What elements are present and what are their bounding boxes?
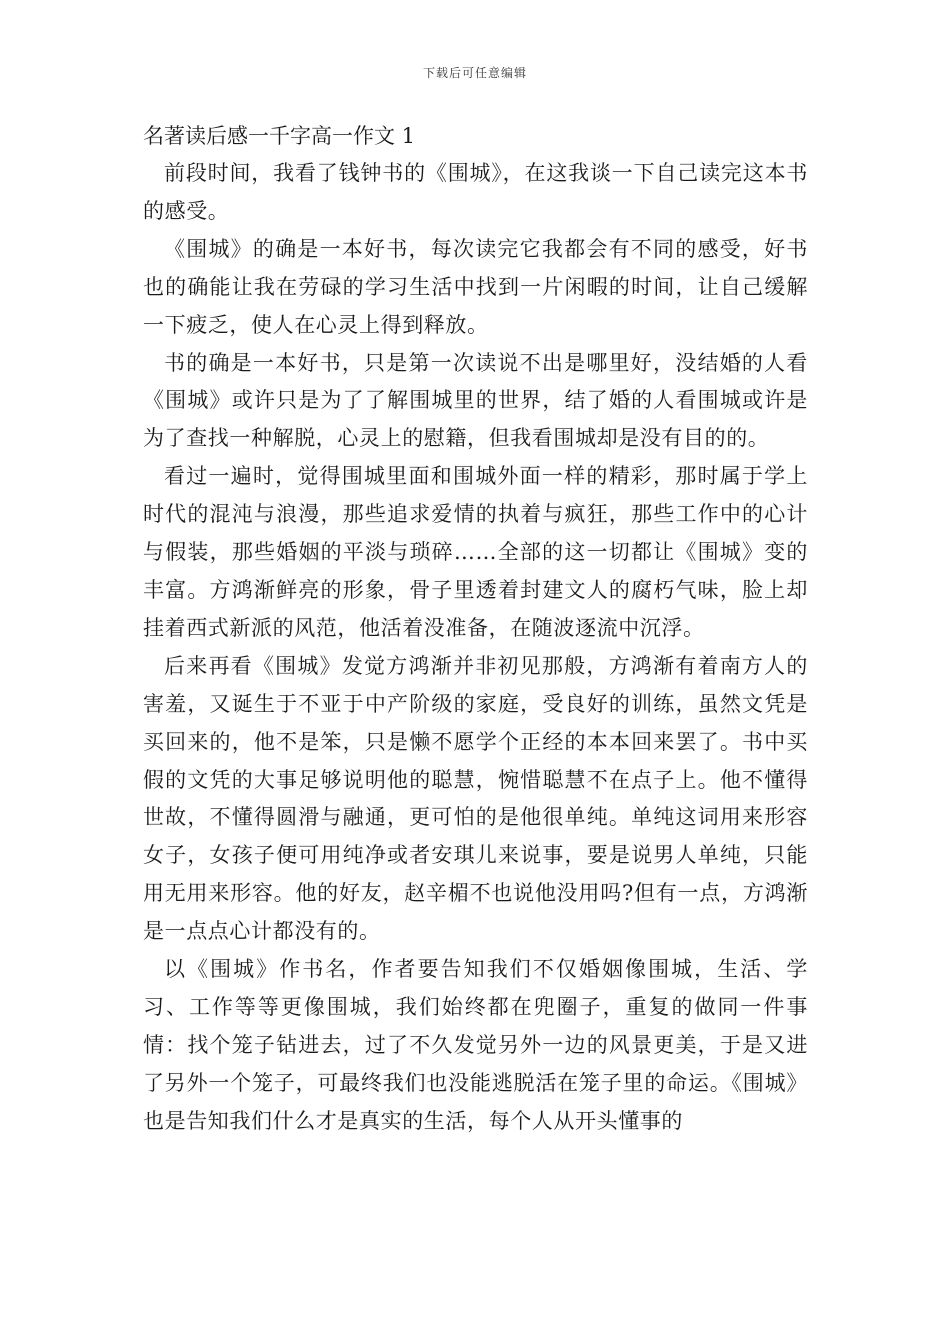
paragraph-5: 后来再看《围城》发觉方鸿渐并非初见那般，方鸿渐有着南方人的害羞，又诞生于不亚于中产阶级的家庭，受良好的训练，虽然文凭是买回来的，他不是笨，只是懒不愿学个正经的本本回来罢了。书中买假的文凭的大事足够说明他的聪慧，惋惜聪慧不在点子上。他不懂得世故，不懂得圆滑与融通，更可怕的是他很单纯。单纯这词用来形容女子，女孩子便可用纯净或者安琪儿来说事，要是说男人单纯，只能用无用来形容。他的好友，赵辛楣不也说他没用吗?但有一点，方鸿渐是一点点心计都没有的。 — [143, 653, 808, 944]
paragraph-6: 以《围城》作书名，作者要告知我们不仅婚姻像围城，生活、学习、工作等等更像围城，我们始终都在兜圈子，重复的做同一件事情：找个笼子钻进去，过了不久发觉另外一边的风景更美，于是又进了另外一个笼子，可最终我们也没能逃脱活在笼子里的命运。《围城》也是告知我们什么才是真实的生活，每个人从开头懂事的 — [143, 957, 808, 1133]
paragraph-1: 前段时间，我看了钱钟书的《围城》，在这我谈一下自己读完这本书的感受。 — [143, 161, 808, 223]
paragraph-4: 看过一遍时，觉得围城里面和围城外面一样的精彩，那时属于学上时代的混沌与浪漫，那些追求爱情的执着与疯狂，那些工作中的心计与假装，那些婚姻的平淡与琐碎……全部的这一切都让《围城》变的丰富。方鸿渐鲜亮的形象，骨子里透着封建文人的腐朽气味，脸上却挂着西式新派的风范，他活着没准备，在随波逐流中沉浮。 — [143, 464, 808, 640]
paragraph-2: 《围城》的确是一本好书，每次读完它我都会有不同的感受，好书也的确能让我在劳碌的学习生活中找到一片闲暇的时间，让自己缓解一下疲乏，使人在心灵上得到释放。 — [143, 236, 808, 337]
paragraph-3: 书的确是一本好书，只是第一次读说不出是哪里好，没结婚的人看《围城》或许只是为了了解围城里的世界，结了婚的人看围城或许是为了查找一种解脱，心灵上的慰籍，但我看围城却是没有目的的。 — [143, 350, 808, 451]
document-body — [143, 117, 808, 1141]
document-title: 名著读后感一千字高一作文 1 — [143, 124, 416, 148]
header-note: 下载后可任意编辑 — [422, 66, 527, 80]
